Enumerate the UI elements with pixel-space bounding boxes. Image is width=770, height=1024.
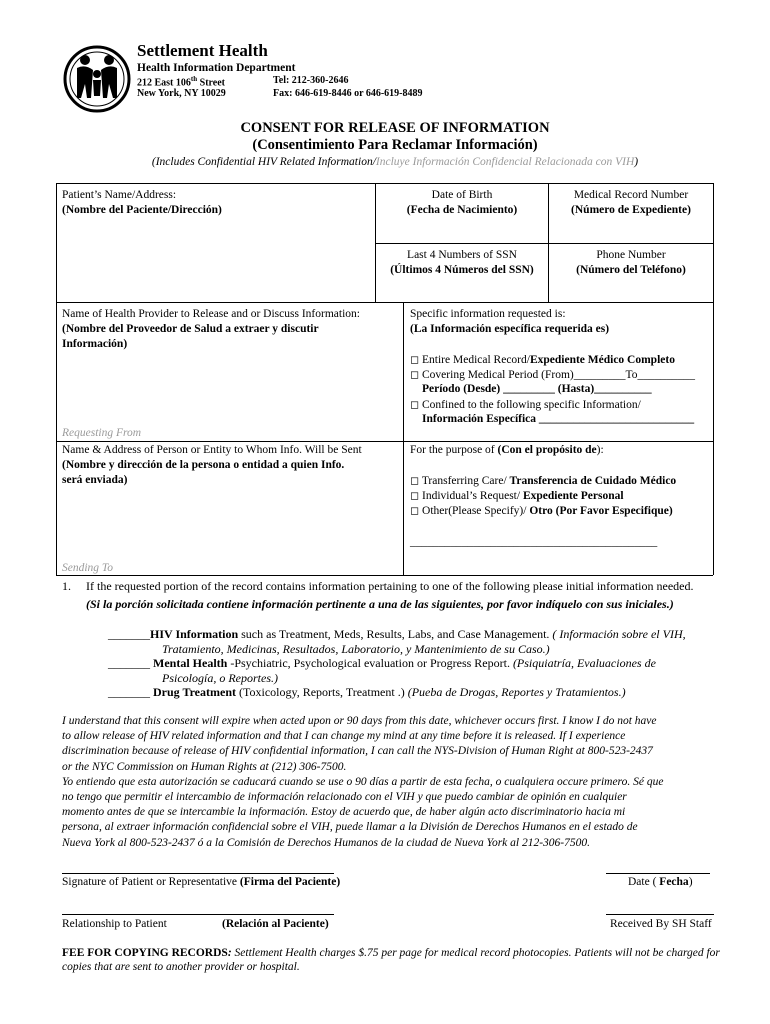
specific-info-label: Specific information requested is: (La Información específica requerida es) — [410, 308, 610, 335]
date-of-birth-field[interactable]: Date of Birth (Fecha de Nacimiento) — [406, 189, 518, 216]
relationship-label: Relationship to Patient — [62, 918, 167, 930]
department-name: Health Information Department — [137, 62, 296, 74]
section1-number: 1. — [62, 579, 71, 593]
option-confined-info-es: Información Específica ___________________________ — [422, 413, 695, 425]
fax-number: Fax: 646-619-8446 or 646-619-8489 — [273, 88, 423, 99]
consent-paragraph: I understand that this consent will expire when acted upon or 90 days from this date, whichever occurs first. I know I do not have to allow release of HIV related information and that I can change my mind at any time before it is released. If I experience discrimination because of release of HIV confidential information, I can call the NYS-Division of Human Right at 800-523-2437 or the NYC Commission on Human Rights at (212) 306-7500. Yo entiendo que esta autorización se caducará cuando se use o 90 días a partir de esta fecha, o cualquiera occure primero. Sé que no tengo que permitir el intercambio de información relacionado con el VIH y que puedo cambiar de opinión en cualquier momento antes de que se intercambie la información. Estoy de acuerdo que, de haber algún acto discriminatorio hacia mi persona, al extraer información confidencial sobre el VIH, puede llamar a la División de Derechos Humanos en el estado de Nueva York al 800-523-2437 ó a la Comisión de Derechos Humanos de la ciudad de Nueva York al 212-306-7500. — [62, 715, 664, 849]
date-label: Date ( Fecha) — [628, 876, 693, 888]
form-divider-v3 — [403, 302, 404, 575]
form-top-border — [56, 183, 713, 184]
purpose-transferring-care[interactable]: ◻ Transferring Care/ Transferencia de Cuidado Médico — [410, 474, 677, 487]
purpose-other[interactable]: ◻ Other(Please Specify)/ Otro (Por Favor Especifique) — [410, 504, 673, 517]
date-line[interactable] — [606, 873, 710, 874]
checkbox-transferring-care[interactable]: ◻ — [410, 474, 420, 487]
checkbox-confined-info[interactable]: ◻ — [410, 398, 420, 411]
form-divider-h3 — [56, 441, 713, 442]
option-covering-period-es: Período (Desde) _________ (Hasta)__________ — [422, 383, 652, 395]
recipient-field[interactable]: Name & Address of Person or Entity to Whom Info. Will be Sent (Nombre y dirección de la persona o entidad a quien Info. será enviada) — [62, 444, 362, 486]
checkbox-other[interactable]: ◻ — [410, 504, 420, 517]
purpose-individual-request[interactable]: ◻ Individual’s Request/ Expediente Personal — [410, 489, 624, 502]
health-provider-field[interactable]: Name of Health Provider to Release and or Discuss Information: (Nombre del Proveedor de Salud a extraer y discutir Información) — [62, 308, 360, 350]
section1-text-en: If the requested portion of the record contains information pertaining to one of the following please initial information needed. — [86, 579, 694, 593]
hiv-information-es: Tratamiento, Medicinas, Resultados, Laboratorio, y Mantenimiento de su Caso.) — [162, 642, 550, 656]
form-subtitle: (Consentimiento Para Reclamar Información) — [252, 137, 538, 153]
relationship-line[interactable] — [62, 914, 334, 915]
staff-label: Received By SH Staff — [610, 918, 712, 930]
sending-to-label: Sending To — [62, 562, 114, 574]
phone-number: Tel: 212-360-2646 — [273, 75, 349, 86]
drug-treatment-item[interactable]: _______ Drug Treatment (Toxicology, Reports, Treatment .) (Pueba de Drogas, Reportes y Tratamientos.) — [108, 685, 626, 699]
patient-name-field[interactable]: Patient’s Name/Address: (Nombre del Paciente/Dirección) — [62, 189, 222, 216]
requesting-from-label: Requesting From — [62, 427, 142, 439]
form-right-border — [713, 183, 714, 575]
ssn-field[interactable]: Last 4 Numbers of SSN (Últimos 4 Números del SSN) — [390, 249, 534, 276]
option-covering-period[interactable]: ◻ Covering Medical Period (From)_________To__________ — [410, 368, 695, 381]
medical-record-number-field[interactable]: Medical Record Number (Número de Expediente) — [571, 189, 691, 216]
checkbox-covering-period[interactable]: ◻ — [410, 368, 420, 381]
purpose-other-line[interactable]: ___________________________________________ — [410, 536, 658, 548]
checkbox-entire-record[interactable]: ◻ — [410, 353, 420, 366]
signature-line[interactable] — [62, 873, 334, 874]
form-divider-h2 — [56, 302, 713, 303]
option-entire-record[interactable]: ◻ Entire Medical Record/Expediente Médico Completo — [410, 353, 675, 366]
relationship-label-es: (Relación al Paciente) — [222, 918, 329, 930]
checkbox-individual-request[interactable]: ◻ — [410, 489, 420, 502]
form-left-border — [56, 183, 57, 575]
staff-line[interactable] — [606, 914, 714, 915]
mental-health-es: Psicología, o Reportes.) — [162, 671, 278, 685]
mental-health-item[interactable]: _______ Mental Health -Psychiatric, Psychological evaluation or Progress Report. (Psiquiatría, Evaluaciones de — [108, 656, 656, 670]
fee-note: FEE FOR COPYING RECORDS: Settlement Health charges $.75 per page for medical record photocopies. Patients will not be charged for copies that are sent to another provider or hospital. — [62, 947, 720, 973]
phone-number-field[interactable]: Phone Number (Número del Teléfono) — [576, 249, 686, 276]
form-divider-h1 — [375, 243, 713, 244]
signature-label: Signature of Patient or Representative (Firma del Paciente) — [62, 876, 341, 888]
purpose-label: For the purpose of (Con el propósito de): — [410, 444, 604, 456]
option-confined-info[interactable]: ◻ Confined to the following specific Information/ — [410, 398, 641, 411]
form-title: CONSENT FOR RELEASE OF INFORMATION — [240, 120, 550, 136]
settlement-health-logo — [63, 42, 131, 116]
form-note: (Includes Confidential HIV Related Information/Incluye Información Confidencial Relacionada con VIH) — [151, 156, 639, 168]
section1-text-es: (Si la porción solicitada contiene información pertinente a una de las siguientes, por favor indíquelo con sus iniciales.) — [86, 597, 674, 611]
address-street: 212 East 106th Street — [137, 75, 225, 89]
hiv-information-item[interactable]: _______HIV Information such as Treatment, Meds, Results, Labs, and Case Management. ( Información sobre el VIH, — [108, 627, 686, 641]
form-bottom-border — [56, 575, 713, 576]
address-city: New York, NY 10029 — [137, 88, 226, 99]
org-name: Settlement Health — [137, 41, 268, 60]
